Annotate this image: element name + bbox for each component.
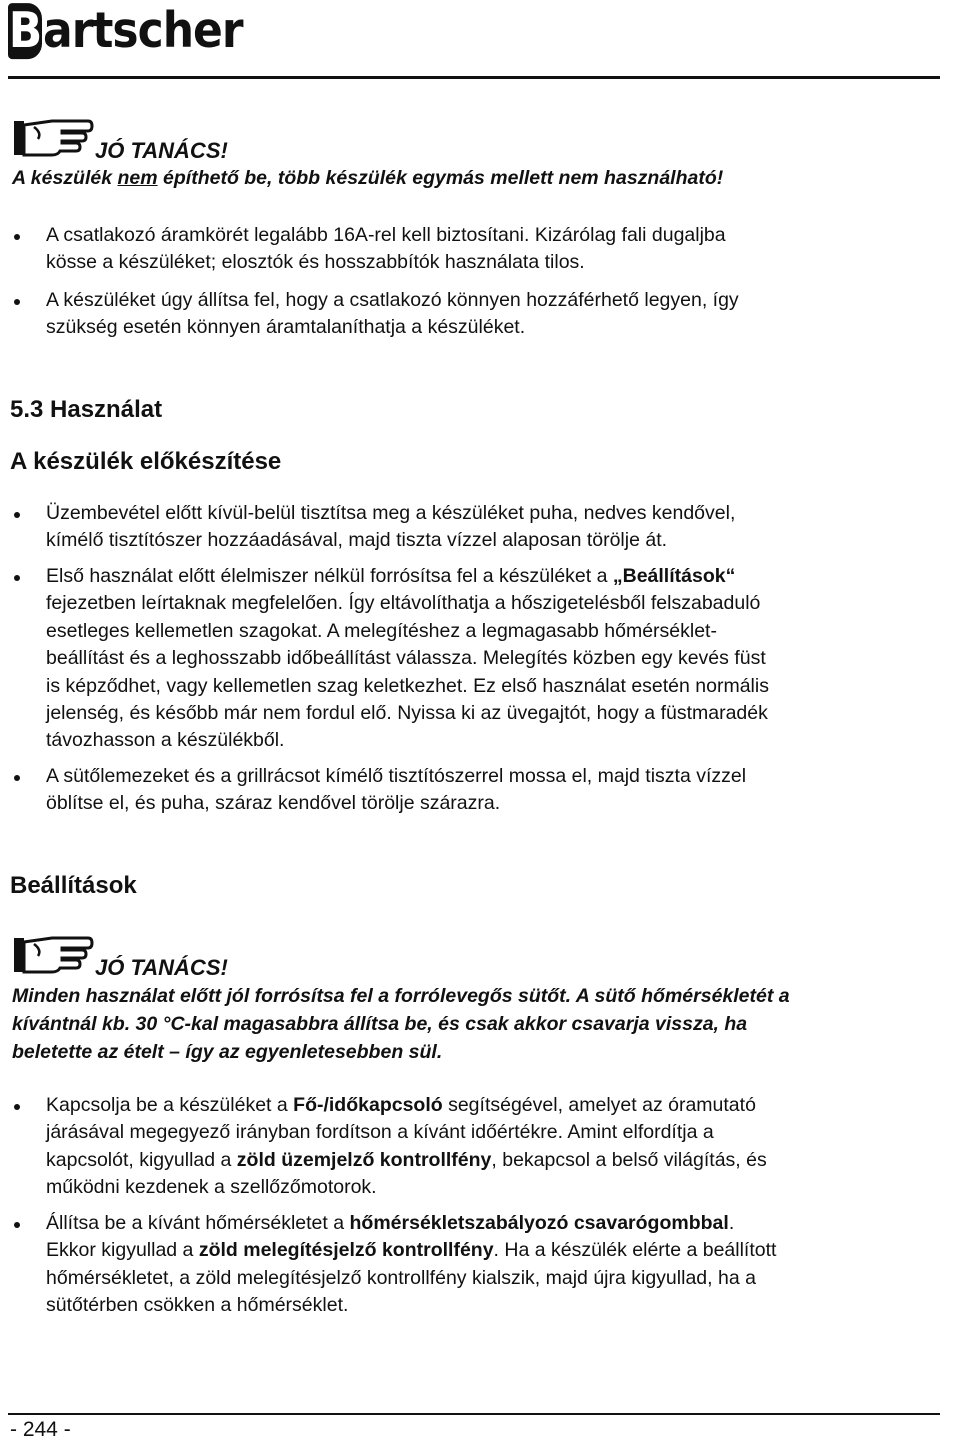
list-item: Üzembevétel előtt kívül-belül tisztítsa meg a készüléket puha, nedves kendővel, kímélő tisztítószer hozzáadásával, majd tiszta vízzel alaposan törölje át. bbox=[12, 500, 900, 555]
bullet-icon bbox=[14, 775, 20, 781]
tip-text: A készülék nem építhető be, több készülék egymás mellett nem használható! bbox=[12, 167, 724, 189]
bullet-icon bbox=[14, 234, 20, 240]
settings-bullet-list bbox=[12, 1092, 900, 1332]
brand-logo bbox=[8, 2, 243, 59]
footer-rule bbox=[8, 1413, 940, 1415]
bullet-icon bbox=[14, 299, 20, 305]
logo-initial: B bbox=[8, 2, 42, 60]
pointing-hand-icon bbox=[12, 115, 94, 159]
section-title: 5.3 Használat bbox=[10, 396, 163, 423]
subsection-title: A készülék előkészítése bbox=[10, 448, 282, 475]
pointing-hand-icon bbox=[12, 932, 94, 976]
settings-title: Beállítások bbox=[10, 872, 137, 899]
safety-bullet-list bbox=[12, 222, 900, 342]
bullet-icon bbox=[14, 1222, 20, 1228]
header-rule bbox=[8, 76, 940, 79]
logo-text: artscher bbox=[43, 2, 243, 60]
bullet-icon bbox=[14, 1104, 20, 1110]
preparation-bullet-list bbox=[12, 500, 900, 820]
page-number: - 244 - bbox=[10, 1418, 71, 1441]
tip-title: JÓ TANÁCS! bbox=[95, 138, 228, 163]
bullet-icon bbox=[14, 512, 20, 518]
list-item: A sütőlemezeket és a grillrácsot kímélő tisztítószerrel mossa el, majd tiszta vízzel öblítse el, és puha, száraz kendővel törölje szárazra. bbox=[12, 763, 900, 818]
list-item: A csatlakozó áramkörét legalább 16A-rel kell biztosítani. Kizárólag fali dugaljba kösse a készüléket; elosztók és hosszabbítók használata tilos. bbox=[12, 222, 900, 277]
bullet-icon bbox=[14, 575, 20, 581]
list-item: Első használat előtt élelmiszer nélkül forrósítsa fel a készüléket a „Beállítások“ fejezetben leírtaknak megfelelően. Így eltávolíthatja a hőszigetelésből felszabaduló esetleges kellemetlen szagokat. A melegítéshez a legmagasabb hőmérséklet- beállítást és a leghosszabb időbeállítást válassza. Melegítés közben egy kevés füst is képződhet, vagy kellemetlen szag keletkezhet. Ez első használat esetén normális jelenség, és később már nem fordul elő. Nyissa ki az üvegajtót, hogy a füstmaradék távozhasson a készülékből. bbox=[12, 563, 900, 755]
tip-title: JÓ TANÁCS! bbox=[95, 955, 228, 980]
tip-text: Minden használat előtt jól forrósítsa fel a forrólevegős sütőt. A sütő hőmérsékletét a kívántnál kb. 30 °C-kal magasabbra állítsa be, és csak akkor csavarja vissza, ha beletette az ételt – így az egyenletesebben sül. bbox=[12, 985, 790, 1063]
list-item: Állítsa be a kívánt hőmérsékletet a hőmérsékletszabályozó csavarógombbal. Ekkor kigyullad a zöld melegítésjelző kontrollfény. Ha a készülék elérte a beállított hőmérsékletet, a zöld melegítésjelző kontrollfény kialszik, majd újra kigyullad, ha a sütőtérben csökken a hőmérséklet. bbox=[12, 1210, 900, 1320]
list-item: Kapcsolja be a készüléket a Fő-/időkapcsoló segítségével, amelyet az óramutató járásával megegyező irányban fordítson a kívánt időértékre. Amint elfordítja a kapcsolót, kigyullad a zöld üzemjelző kontrollfény, bekapcsol a belső világítás, és működni kezdenek a szellőzőmotorok. bbox=[12, 1092, 900, 1202]
list-item: A készüléket úgy állítsa fel, hogy a csatlakozó könnyen hozzáférhető legyen, így szükség esetén könnyen áramtalaníthatja a készüléket. bbox=[12, 287, 900, 342]
